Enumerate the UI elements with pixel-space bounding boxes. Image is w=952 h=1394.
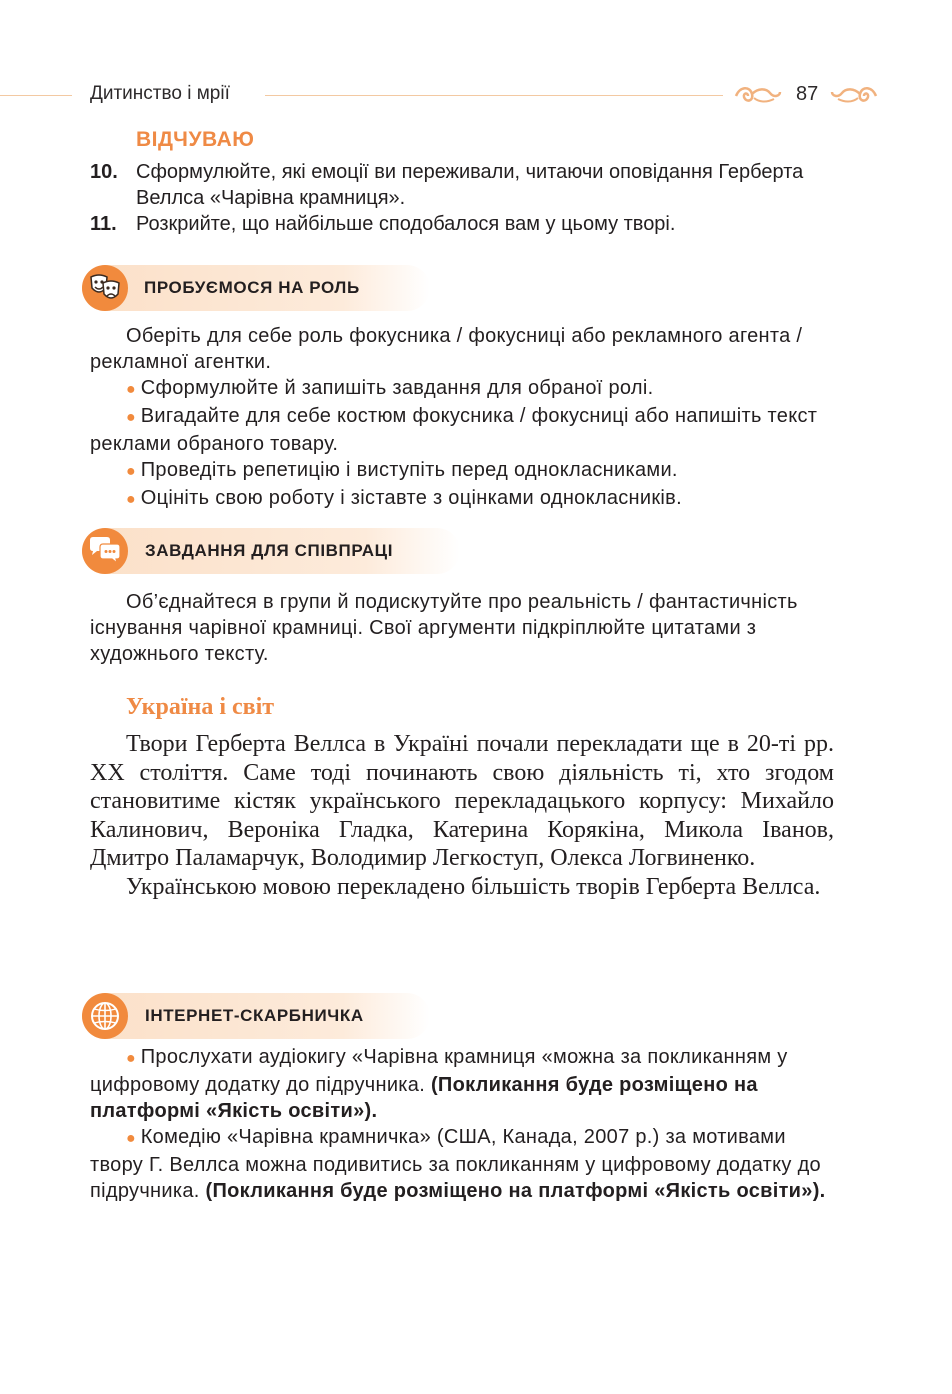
chapter-title: Дитинство і мрії: [90, 83, 230, 104]
role-body: [90, 323, 833, 513]
bullet-icon: ●: [126, 1130, 141, 1147]
header-rule-left: [0, 95, 72, 96]
role-heading: ПРОБУЄМОСЯ НА РОЛЬ: [144, 278, 360, 297]
ukraine-paragraph: Твори Герберта Веллса в Україні почали перекладати ще в 20-ті рр. XX століття. Саме тоді починають свою діяльність ті, хто згодом становитиме кістяк українського перекладацького корпусу: Михайло Калинович, Вероніка Гладка, Катерина Корякіна, Микола Іванов, Дмитро Паламарчук, Володимир Легкоступ, Олекса Логвиненко.: [90, 731, 834, 871]
role-bullet: ● Вигадайте для себе костюм фокусника / фокусниці або напишіть текст реклами обраного товару.: [90, 405, 818, 455]
bullet-icon: ●: [126, 463, 141, 480]
bullet-icon: ●: [126, 409, 141, 426]
header-rule-middle: [265, 95, 723, 96]
bullet-icon: ●: [126, 1050, 141, 1067]
role-bullet: ● Сформулюйте й запишіть завдання для обраної ролі.: [126, 377, 654, 399]
chat-bubbles-icon: [82, 528, 128, 574]
globe-icon: [82, 993, 128, 1039]
task-item: [90, 159, 835, 211]
task-text: Розкрийте, що найбільше сподобалося вам у цьому творі.: [136, 213, 676, 235]
collab-heading: ЗАВДАННЯ ДЛЯ СПІВПРАЦІ: [145, 541, 394, 560]
internet-body: [90, 1044, 833, 1204]
internet-heading: ІНТЕРНЕТ-СКАРБНИЧКА: [145, 1006, 364, 1025]
ukraine-paragraph: Українською мовою перекладено більшість творів Герберта Веллса.: [126, 873, 821, 900]
ornament-left-icon: [734, 84, 782, 106]
page-number: 87: [796, 83, 819, 105]
task-text: Сформулюйте, які емоції ви переживали, читаючи оповідання Герберта Веллса «Чарівна крамниця».: [136, 161, 804, 209]
ornament-right-icon: [830, 84, 878, 106]
internet-item: ● Комедію «Чарівна крамничка» (США, Канада, 2007 р.) за мотивами твору Г. Веллса можна подивитись за покликанням у цифровому додатку до підручника. (Покликання буде розміщено на платформі «Якість освіти»).: [90, 1126, 826, 1202]
task-item: [90, 211, 835, 237]
theatre-masks-icon: [82, 265, 128, 311]
internet-item: ● Прослухати аудіокигу «Чарівна крамниця «можна за покликанням у цифровому додатку до підручника. (Покликання буде розміщено на платформі «Якість освіти»).: [90, 1046, 788, 1122]
feel-heading: ВІДЧУВАЮ: [136, 128, 255, 151]
role-bullet: ● Оцініть свою роботу і зіставте з оцінками однокласників.: [126, 487, 682, 509]
bullet-icon: ●: [126, 381, 141, 398]
ukraine-heading: Україна і світ: [126, 694, 275, 720]
ukraine-body: [90, 730, 834, 901]
role-bullet: ● Проведіть репетицію і виступіть перед однокласниками.: [126, 459, 678, 481]
task-number: 10.: [90, 161, 118, 183]
collab-text: Об’єднайтеся в групи й подискутуйте про реальність / фантастичність існування чарівної крамниці. Свої аргументи підкріплюйте цитатами з художнього тексту.: [90, 591, 798, 665]
bullet-icon: ●: [126, 491, 141, 508]
task-number: 11.: [90, 213, 117, 235]
task-list: [90, 159, 835, 237]
role-intro: Оберіть для себе роль фокусника / фокусниці або рекламного агента / рекламної агентки.: [90, 325, 803, 373]
